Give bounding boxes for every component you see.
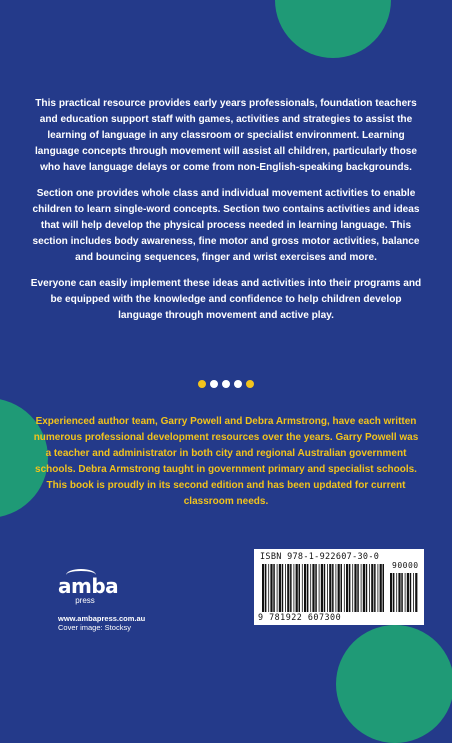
barcode-bar [380,564,382,612]
barcode-bar [396,573,397,612]
barcode-bar [369,564,370,612]
barcode-number: 9 781922 607300 [258,612,342,622]
publisher-info [58,614,145,632]
barcode-bar [336,564,337,612]
barcode-bar [407,573,409,612]
blurb-paragraph: This practical resource provides early years professionals, foundation teachers and education support staff with games, activities and strategies to assist the learning of language in any classroom or specialist environment. Learning language concepts through movement will assist all children, particularly those who have language delays or come from non-English-speaking backgrounds. [35,98,417,173]
barcode-bar [262,564,264,612]
divider-dot [234,380,242,388]
barcode-addon-number: 90000 [392,561,419,570]
barcode-bar [265,564,267,612]
book-blurb [30,96,422,334]
barcode-bar [321,564,323,612]
barcode-bar [290,564,292,612]
divider-dot [246,380,254,388]
barcode-bar [299,564,301,612]
divider-dots [0,380,452,388]
blurb-paragraph: Section one provides whole class and individual movement activities to enable children to learn single-word concepts. Section two contains activities and ideas that will help develop the physical process needed in learning language. This section includes body awareness, fine motor and gross motor activities, balance and bouncing sequences, finger and wrist exercises and more. [32,188,420,263]
decorative-circle-top-right [275,0,391,58]
barcode-bar [366,564,368,612]
logo-wordmark: amba [58,574,119,598]
barcode-bar [277,564,278,612]
barcode-bar [294,564,295,612]
barcode-bar [354,564,356,612]
publisher-website: www.ambapress.com.au [58,614,146,623]
barcode-bar [363,564,365,612]
barcode-bar [279,564,281,612]
divider-dot [222,380,230,388]
barcode-bar [282,564,284,612]
barcode-bar [332,564,334,612]
barcode-bar [393,573,395,612]
barcode-bar [346,564,348,612]
barcode-bar [287,564,289,612]
barcode-bar [307,564,309,612]
barcode-bar [374,564,376,612]
cover-credit: Cover image: Stocksy [58,623,131,632]
barcode-bars [262,564,384,612]
barcode-bar [273,564,275,612]
barcode-bar [285,564,286,612]
barcode-bar [390,573,392,612]
barcode-bar [327,564,328,612]
barcode-bar [357,564,359,612]
barcode-bar [296,564,298,612]
barcode-bar [304,564,306,612]
barcode-bar [398,573,400,612]
barcode-bar [401,573,403,612]
isbn-label: ISBN 978-1-922607-30-0 [260,552,380,562]
barcode-bar [329,564,331,612]
author-bio: Experienced author team, Garry Powell and Debra Armstrong, have each written numerous professional development resources over the years. Garry Powell was a teacher and administrator in both city and regional Australian government schools. Debra Armstrong taught in government primary and specialist schools. This book is proudly in its second edition and has been updated for current classroom needs. [33,416,419,507]
publisher-logo [58,576,118,605]
decorative-circle-bottom-right [336,625,452,743]
barcode-bar [413,573,414,612]
barcode-bar [378,564,379,612]
divider-dot [210,380,218,388]
barcode-bar [349,564,351,612]
barcode-bar [371,564,373,612]
barcode-bar [410,573,412,612]
barcode-bar [338,564,340,612]
barcode-bar [341,564,343,612]
barcode-bar [270,564,272,612]
barcode-bar [405,573,406,612]
barcode-addon-bars [390,573,418,612]
logo-swoosh-icon [66,569,96,581]
barcode-bar [315,564,317,612]
barcode-bar [302,564,303,612]
divider-dot [198,380,206,388]
barcode-bar [361,564,362,612]
isbn-barcode [254,549,424,625]
logo-subtext: press [75,596,95,605]
barcode-bar [352,564,353,612]
barcode-bar [310,564,311,612]
barcode-bar [312,564,314,612]
barcode-bar [268,564,269,612]
barcode-bar [324,564,326,612]
barcode-bar [383,564,385,612]
blurb-paragraph: Everyone can easily implement these ideas and activities into their programs and be equipped with the knowledge and confidence to help children develop language through movement and active play. [30,278,422,321]
barcode-bar [344,564,345,612]
barcode-bar [319,564,320,612]
barcode-bar [415,573,417,612]
